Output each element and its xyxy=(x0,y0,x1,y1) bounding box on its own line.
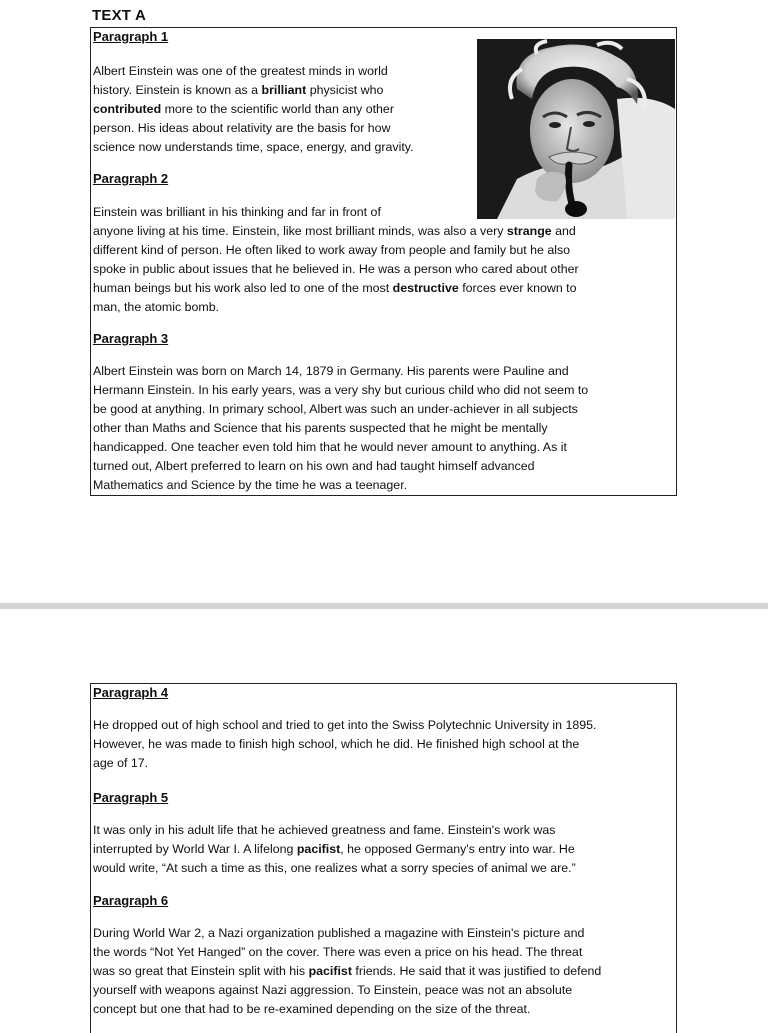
text-line: human beings but his work also led to one of the most destructive forces ever known to xyxy=(93,281,577,295)
text-line: was so great that Einstein split with his pacifist friends. He said that it was justified to defend xyxy=(93,964,602,978)
emphasized-word: pacifist xyxy=(296,842,341,856)
paragraph-6-title: Paragraph 6 xyxy=(93,893,169,908)
text-line: other than Maths and Science that his parents suspected that he might be mentally xyxy=(93,421,548,435)
document-title: TEXT A xyxy=(92,7,146,24)
paragraph-5-body xyxy=(93,821,675,878)
text-line: spoke in public about issues that he believed in. He was a person who cared about other xyxy=(93,262,579,276)
paragraph-3-title: Paragraph 3 xyxy=(93,331,169,346)
text-line: It was only in his adult life that he achieved greatness and fame. Einstein's work was xyxy=(93,823,556,837)
text-line: Hermann Einstein. In his early years, was a very shy but curious child who did not seem to xyxy=(93,383,589,397)
text-line: anyone living at his time. Einstein, like most brilliant minds, was also a very strange and xyxy=(93,224,576,238)
emphasized-word: destructive xyxy=(392,281,459,295)
text-line: interrupted by World War I. A lifelong pacifist, he opposed Germany's entry into war. He xyxy=(93,842,575,856)
text-line: man, the atomic bomb. xyxy=(93,300,220,314)
text-line: handicapped. One teacher even told him that he would never amount to anything. As it xyxy=(93,440,567,454)
text-line: person. His ideas about relativity are the basis for how xyxy=(93,121,391,135)
text-line: different kind of person. He often liked to work away from people and family but he also xyxy=(93,243,571,257)
text-box-page-1 xyxy=(90,27,677,496)
paragraph-4-body xyxy=(93,716,675,773)
emphasized-word: pacifist xyxy=(308,964,352,978)
text-line: However, he was made to finish high school, which he did. He finished high school at the xyxy=(93,737,580,751)
text-box-page-2 xyxy=(90,683,677,1033)
text-line: Einstein was brilliant in his thinking and far in front of xyxy=(93,205,381,219)
text-line: Mathematics and Science by the time he was a teenager. xyxy=(93,478,408,492)
text-line: During World War 2, a Nazi organization published a magazine with Einstein's picture and xyxy=(93,926,585,940)
text-line: yourself with weapons against Nazi aggression. To Einstein, peace was not an absolute xyxy=(93,983,573,997)
einstein-portrait-image xyxy=(477,39,675,219)
emphasized-word: strange xyxy=(506,224,552,238)
document-page-2 xyxy=(0,609,768,1024)
text-line: concept but one that had to be re-examined depending on the size of the threat. xyxy=(93,1002,531,1016)
text-line: He dropped out of high school and tried to get into the Swiss Polytechnic University in 1895. xyxy=(93,718,597,732)
paragraph-5-title: Paragraph 5 xyxy=(93,790,169,805)
emphasized-word: contributed xyxy=(93,102,162,116)
emphasized-word: brilliant xyxy=(261,83,307,97)
text-line: Albert Einstein was born on March 14, 1879 in Germany. His parents were Pauline and xyxy=(93,364,569,378)
text-line: be good at anything. In primary school, Albert was such an under-achiever in all subjects xyxy=(93,402,578,416)
paragraph-4-title: Paragraph 4 xyxy=(93,685,169,700)
text-line: turned out, Albert preferred to learn on his own and had taught himself advanced xyxy=(93,459,535,473)
paragraph-3-body xyxy=(93,362,675,495)
text-line: age of 17. xyxy=(93,756,149,770)
text-line: science now understands time, space, energy, and gravity. xyxy=(93,140,414,154)
text-line: history. Einstein is known as a brilliant physicist who xyxy=(93,83,384,97)
text-line: the words “Not Yet Hanged” on the cover. There was even a price on his head. The threat xyxy=(93,945,583,959)
text-line: Albert Einstein was one of the greatest minds in world xyxy=(93,64,388,78)
paragraph-2-title: Paragraph 2 xyxy=(93,171,169,186)
text-line: contributed more to the scientific world than any other xyxy=(93,102,394,116)
paragraph-1-title: Paragraph 1 xyxy=(93,29,169,44)
paragraph-2-body xyxy=(93,203,675,317)
text-line: would write, “At such a time as this, one realizes what a sorry species of animal we are.” xyxy=(93,861,576,875)
einstein-photo xyxy=(477,39,675,219)
paragraph-6-body xyxy=(93,924,675,1019)
